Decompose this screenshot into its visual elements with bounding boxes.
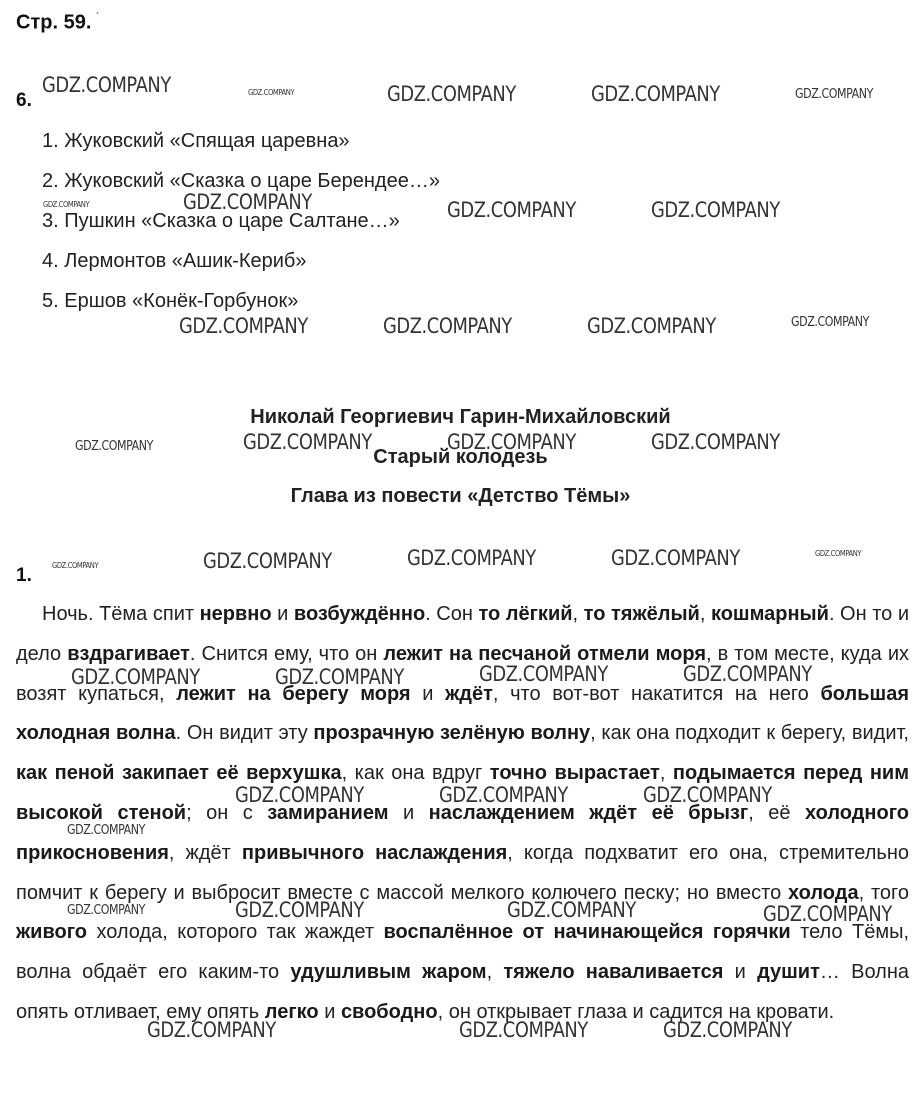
- bold-phrase: то лёгкий: [478, 603, 573, 625]
- watermark: GDZ.COMPANY: [383, 314, 512, 338]
- text-run: , в том месте, куда их возят купаться,: [16, 642, 909, 705]
- text-run: … Волна опять отливает, ему опять: [16, 961, 909, 1023]
- watermark: GDZ.COMPANY: [591, 82, 720, 106]
- bold-phrase: легко: [264, 1000, 319, 1023]
- watermark: GDZ.COMPANY: [447, 198, 576, 222]
- watermark: GDZ.COMPANY: [387, 82, 516, 106]
- watermark: GDZ.COMPANY: [795, 87, 873, 102]
- text-run: , что вот-вот накатится на него: [492, 682, 821, 705]
- text-run: ,: [486, 961, 504, 984]
- text-run: , её: [748, 801, 805, 824]
- header-mark: ˊ: [95, 10, 100, 24]
- watermark: GDZ.COMPANY: [243, 430, 372, 454]
- text-run: , когда подхватит его она, стремительно помчит к берегу и выбросит вместе с массой мелкого колючего песку; но вместо: [16, 841, 909, 904]
- task-1-number: 1.: [16, 565, 32, 586]
- author-name: Николай Георгиевич Гарин-Михайловский: [250, 406, 671, 428]
- text-run: . Сон: [425, 603, 479, 625]
- watermark: GDZ.COMPANY: [235, 898, 364, 922]
- text-run: , он открывает глаза и садится на кровати.: [437, 1000, 835, 1023]
- bold-phrase: подымается перед ним высокой стеной: [16, 762, 909, 824]
- text-run: ,: [659, 762, 673, 785]
- story-title: Старый колодезь: [373, 446, 548, 468]
- bold-phrase: привычного наслаждения: [241, 841, 508, 864]
- text-run: , как она подходит к берегу, видит,: [590, 722, 909, 745]
- text-run: Ночь. Тёма спит: [42, 603, 200, 625]
- watermark: GDZ.COMPANY: [611, 546, 740, 570]
- watermark: GDZ.COMPANY: [663, 1018, 792, 1042]
- watermark: GDZ.COMPANY: [183, 190, 312, 214]
- bold-phrase: прозрачную зелёную волну: [313, 722, 591, 745]
- bold-phrase: воспалённое от начинающейся горячки: [383, 921, 791, 944]
- watermark: GDZ.COMPANY: [643, 783, 772, 807]
- watermark: GDZ.COMPANY: [179, 314, 308, 338]
- watermark: GDZ.COMPANY: [71, 665, 200, 689]
- watermark: GDZ.COMPANY: [147, 1018, 276, 1042]
- story-subtitle: Глава из повести «Детство Тёмы»: [290, 485, 631, 507]
- bold-phrase: возбуждённо: [293, 603, 426, 625]
- list-item: 2. Жуковский «Сказка о царе Берендее…»: [42, 170, 440, 192]
- text-run: и: [271, 603, 294, 625]
- bold-phrase: холода: [788, 881, 859, 904]
- watermark: GDZ.COMPANY: [275, 665, 404, 689]
- watermark: GDZ.COMPANY: [75, 439, 153, 454]
- watermark: GDZ.COMPANY: [67, 823, 145, 838]
- text-run: . Он видит эту: [175, 722, 314, 745]
- text-run: и: [388, 801, 429, 824]
- watermark: GDZ.COMPANY: [507, 898, 636, 922]
- bold-phrase: как пеной закипает её верхушка: [16, 762, 342, 785]
- task-6-list: [42, 128, 440, 328]
- task-6-number: 6.: [16, 90, 32, 111]
- watermark: GDZ.COMPANY: [479, 662, 608, 686]
- list-item: 1. Жуковский «Спящая царевна»: [42, 130, 350, 152]
- bold-phrase: душит: [757, 961, 820, 984]
- bold-phrase: наслаждением ждёт её брызг: [428, 801, 749, 824]
- watermark: GDZ.COMPANY: [763, 902, 892, 926]
- watermark: GDZ.COMPANY: [407, 546, 536, 570]
- bold-phrase: большая холодная волна: [16, 682, 909, 745]
- text-run: , того: [858, 881, 909, 904]
- text-run: ,: [572, 603, 584, 625]
- watermark: GDZ.COMPANY: [791, 315, 869, 330]
- watermark: GDZ.COMPANY: [447, 430, 576, 454]
- watermark: GDZ.COMPANY: [67, 903, 145, 918]
- list-item: 3. Пушкин «Сказка о царе Салтане…»: [42, 210, 400, 232]
- list-item: 5. Ершов «Конёк-Горбунок»: [42, 290, 299, 312]
- watermark: GDZ.COMPANY: [815, 549, 862, 558]
- bold-phrase: живого: [16, 921, 88, 944]
- text-run: , как она вдруг: [341, 762, 490, 785]
- bold-phrase: удушливым жаром: [290, 961, 487, 984]
- watermark: GDZ.COMPANY: [235, 783, 364, 807]
- text-run: ; он с: [186, 801, 268, 824]
- bold-phrase: холодного прикосновения: [16, 801, 909, 864]
- bold-phrase: замиранием: [267, 801, 389, 824]
- text-run: , ждёт: [168, 841, 242, 864]
- bold-phrase: кошмарный: [710, 603, 829, 625]
- bold-phrase: вздрагивает: [67, 642, 190, 665]
- bold-phrase: тяжело наваливается: [503, 961, 724, 984]
- list-item: 4. Лермонтов «Ашик-Кериб»: [42, 250, 307, 272]
- bold-phrase: лежит на песчаной отмели моря: [383, 642, 707, 665]
- bold-phrase: лежит на берегу моря: [176, 682, 411, 705]
- page-header: Стр. 59. $^ˊ$: [16, 10, 100, 34]
- watermark: GDZ.COMPANY: [651, 430, 780, 454]
- bold-phrase: то тяжёлый: [583, 603, 700, 625]
- text-run: и: [318, 1000, 341, 1023]
- watermark: GDZ.COMPANY: [651, 198, 780, 222]
- watermark: GDZ.COMPANY: [248, 88, 295, 97]
- bold-phrase: точно вырастает: [489, 762, 660, 785]
- bold-phrase: нервно: [199, 603, 272, 625]
- watermark: GDZ.COMPANY: [52, 561, 99, 570]
- watermark: GDZ.COMPANY: [203, 549, 332, 573]
- watermark: GDZ.COMPANY: [43, 200, 90, 209]
- text-run: тело Тёмы, волна обдаёт его каким-то: [16, 921, 910, 984]
- watermark: GDZ.COMPANY: [42, 73, 171, 97]
- answer-text: [16, 595, 909, 1033]
- text-run: холода, которого так жаждет: [87, 921, 384, 944]
- watermark: GDZ.COMPANY: [439, 783, 568, 807]
- watermark: GDZ.COMPANY: [683, 662, 812, 686]
- text-run: ,: [699, 603, 711, 625]
- bold-phrase: ждёт: [445, 682, 493, 705]
- watermark: GDZ.COMPANY: [459, 1018, 588, 1042]
- text-run: и: [723, 961, 758, 984]
- watermark: GDZ.COMPANY: [587, 314, 716, 338]
- text-run: . Снится ему, что он: [189, 642, 384, 665]
- text-run: и: [410, 682, 446, 705]
- bold-phrase: свободно: [340, 1000, 438, 1023]
- text-run: . Он то и дело: [16, 603, 910, 665]
